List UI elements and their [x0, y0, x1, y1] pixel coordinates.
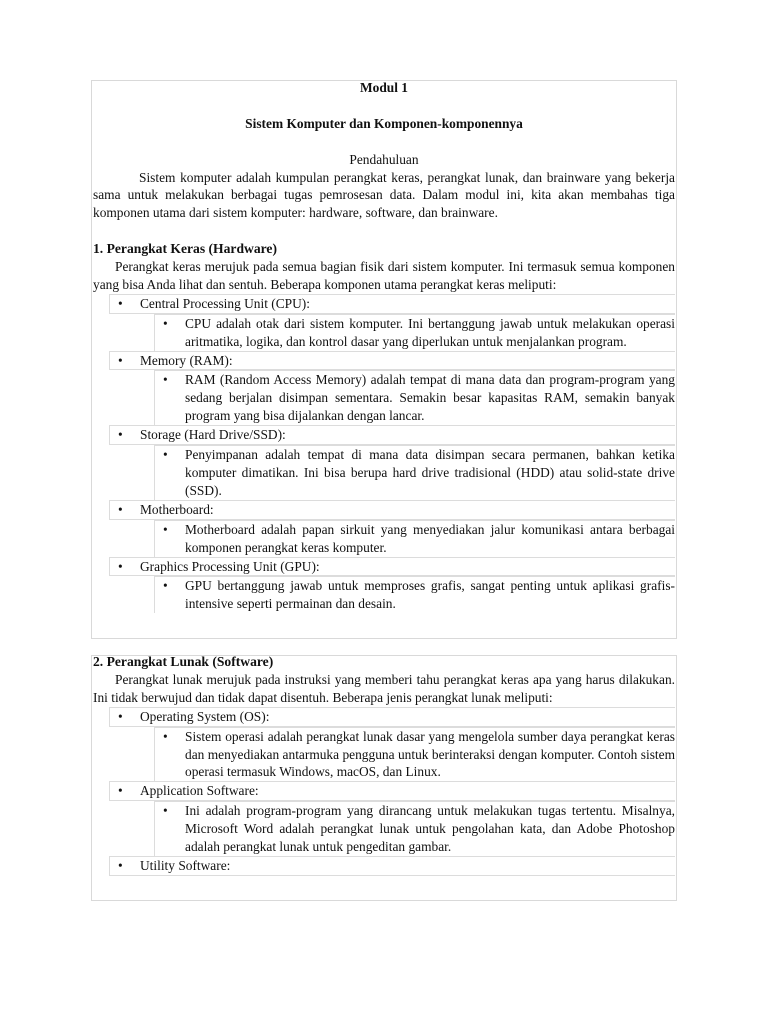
list-item: [109, 707, 675, 727]
bullet-icon: •: [118, 427, 123, 443]
list-item: [109, 856, 675, 876]
section-software-block: [93, 653, 675, 876]
bullet-icon: •: [118, 295, 123, 311]
list-item-label: Operating System (OS):: [140, 708, 270, 724]
list-item: [109, 425, 675, 445]
bullet-icon: •: [118, 708, 123, 724]
list-subitem-text: GPU bertanggung jawab untuk memproses grafis, sangat penting untuk aplikasi grafis-intensive seperti permainan dan desain.: [185, 578, 675, 612]
bullet-icon: •: [163, 521, 168, 537]
bullet-icon: •: [163, 803, 168, 819]
list-item-label: Central Processing Unit (CPU):: [140, 295, 310, 311]
bullet-icon: •: [118, 783, 123, 799]
hardware-intro: Perangkat keras merujuk pada semua bagian fisik dari sistem komputer. Ini termasuk semua komponen yang bisa Anda lihat dan sentuh. Beberapa komponen utama perangkat keras meliputi:: [93, 259, 675, 292]
list-subitem-text: Sistem operasi adalah perangkat lunak dasar yang mengelola sumber daya perangkat keras dan menyediakan antarmuka pengguna untuk berinteraksi dengan komputer. Contoh sistem operasi termasuk Windows, macOS, dan Linux.: [185, 728, 675, 780]
list-subitem-text: RAM (Random Access Memory) adalah tempat di mana data dan program-program yang sedang berjalan disimpan sementara. Semakin besar kapasitas RAM, semakin banyak program yang bisa dijalankan dengan lancar.: [185, 372, 675, 424]
bullet-icon: •: [163, 578, 168, 594]
intro-paragraph: Sistem komputer adalah kumpulan perangkat keras, perangkat lunak, dan brainware yang bekerja sama untuk melakukan berbagai tugas pemrosesan data. Dalam modul ini, kita akan membahas tiga komponen utama dari sistem komputer: hardware, software, dan brainware.: [93, 169, 675, 221]
bullet-icon: •: [118, 352, 123, 368]
list-subitem-text: Ini adalah program-program yang dirancang untuk melakukan tugas tertentu. Misalnya, Microsoft Word adalah perangkat lunak untuk pengolahan kata, dan Adobe Photoshop adalah perangkat lunak untuk pengeditan gambar.: [185, 803, 675, 855]
list-subitem: [154, 576, 675, 613]
bullet-icon: •: [118, 558, 123, 574]
section-hardware-block: [93, 79, 675, 613]
hardware-list: [93, 294, 675, 613]
list-subitem: [154, 445, 675, 500]
bullet-icon: •: [118, 501, 123, 517]
list-subitem: [154, 520, 675, 557]
list-item: [109, 294, 675, 314]
list-item: [109, 500, 675, 520]
bullet-icon: •: [163, 728, 168, 744]
list-subitem: [154, 314, 675, 351]
intro-heading: Pendahuluan: [349, 151, 419, 167]
module-title: Modul 1: [360, 80, 408, 95]
list-item-label: Memory (RAM):: [140, 352, 233, 368]
bullet-icon: •: [163, 372, 168, 388]
software-heading: 2. Perangkat Lunak (Software): [93, 654, 274, 669]
list-subitem: [154, 727, 675, 782]
software-intro: Perangkat lunak merujuk pada instruksi yang memberi tahu perangkat keras apa yang harus dilakukan. Ini tidak berwujud dan tidak dapat disentuh. Beberapa jenis perangkat lunak meliputi:: [93, 671, 675, 705]
list-item-label: Application Software:: [140, 783, 259, 799]
list-item: [109, 781, 675, 801]
list-subitem: [154, 370, 675, 425]
module-subtitle: Sistem Komputer dan Komponen-komponennya: [245, 115, 523, 131]
bullet-icon: •: [118, 857, 123, 873]
software-list: [93, 707, 675, 876]
bullet-icon: •: [163, 315, 168, 331]
list-item-label: Graphics Processing Unit (GPU):: [140, 558, 320, 574]
list-item-label: Utility Software:: [140, 857, 231, 873]
list-item: [109, 351, 675, 371]
list-subitem-text: Motherboard adalah papan sirkuit yang menyediakan jalur komunikasi antara berbagai komponen perangkat keras komputer.: [185, 521, 675, 555]
bullet-icon: •: [163, 447, 168, 463]
list-subitem-text: Penyimpanan adalah tempat di mana data disimpan secara permanen, bahkan ketika komputer dimatikan. Ini bisa berupa hard drive tradisional (HDD) atau solid-state drive (SSD).: [185, 447, 675, 498]
hardware-heading: 1. Perangkat Keras (Hardware): [93, 241, 277, 257]
list-item-label: Motherboard:: [140, 501, 214, 517]
list-subitem: [154, 801, 675, 856]
list-subitem-text: CPU adalah otak dari sistem komputer. Ini bertanggung jawab untuk melakukan operasi aritmatika, logika, dan kontrol dasar yang diperlukan untuk menjalankan program.: [185, 315, 675, 349]
list-item-label: Storage (Hard Drive/SSD):: [140, 427, 286, 443]
list-item: [109, 557, 675, 577]
